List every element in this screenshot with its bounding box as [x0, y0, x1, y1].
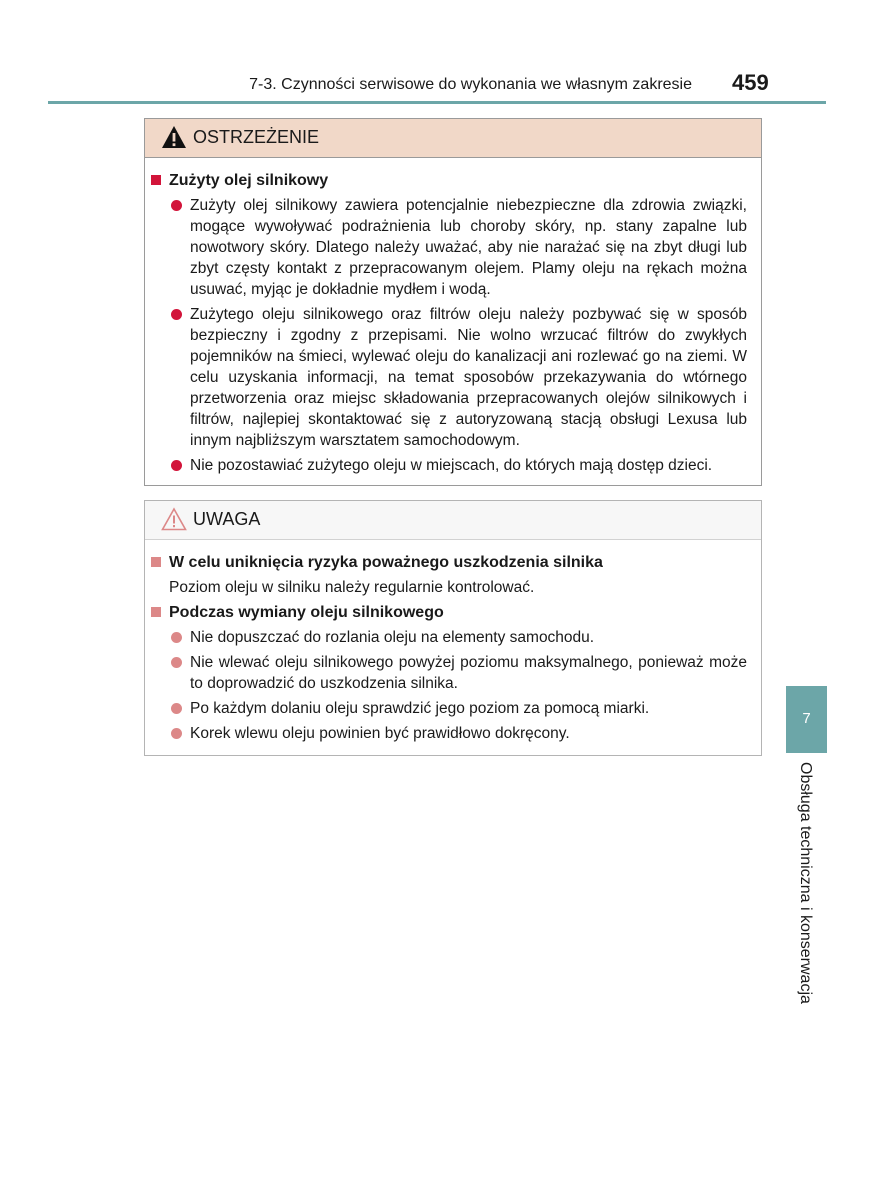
page-header: [0, 70, 880, 104]
caution-box: [144, 500, 762, 756]
caution-item-text: Po każdym dolaniu oleju sprawdzić jego poziom za pomocą miarki.: [190, 700, 650, 717]
chapter-tab-number: 7: [802, 710, 811, 727]
warning-item-text: Zużytego oleju silnikowego oraz filtrów oleju należy pozbywać się w sposób bezpieczny i zgodny z przepisami. Nie wolno wrzucać filtrów do zwykłych pojemników na śmieci, wylewać oleju do kanalizacji ani rozlewać go na ziemi. W celu uzyskania informacji, na temat sposobów przekazywania do wtórnego przetworzenia oraz miejsc składowania przepracowanych olejów silnikowych i filtrów, najlepiej skontaktować się z autoryzowaną stacją obsługi Lexusa lub innym najbliższym warsztatem samochodowym.: [190, 306, 747, 449]
header-divider: [48, 101, 826, 104]
caution-item: [151, 723, 747, 744]
section-bullet-square: [151, 175, 161, 185]
bullet-dot: [171, 309, 182, 320]
warning-item-text: Nie pozostawiać zużytego oleju w miejscach, do których mają dostęp dzieci.: [190, 457, 713, 474]
warning-body: [145, 158, 761, 476]
caution-section-title: W celu uniknięcia ryzyka poważnego uszkodzenia silnika: [169, 554, 603, 571]
section-bullet-square: [151, 607, 161, 617]
caution-item-text: Nie wlewać oleju silnikowego powyżej poziomu maksymalnego, ponieważ może to doprowadzić do uszkodzenia silnika.: [190, 654, 747, 692]
caution-section: [151, 552, 747, 573]
warning-box: [144, 118, 762, 486]
caution-section-title: Podczas wymiany oleju silnikowego: [169, 604, 444, 621]
chapter-title: 7-3. Czynności serwisowe do wykonania we własnym zakresie: [249, 76, 692, 93]
caution-section-text: Poziom oleju w silniku należy regularnie kontrolować.: [169, 579, 535, 596]
warning-item: [151, 195, 747, 300]
chapter-tab: [786, 686, 827, 753]
warning-header: [145, 119, 761, 158]
caution-item-text: Nie dopuszczać do rozlania oleju na elementy samochodu.: [190, 629, 595, 646]
caution-header: [145, 501, 761, 540]
warning-item: [151, 304, 747, 451]
caution-triangle-outline-icon: [161, 507, 187, 531]
warning-triangle-icon: [161, 125, 187, 149]
caution-body: [145, 540, 761, 744]
page-number: 459: [732, 70, 769, 95]
bullet-dot: [171, 632, 182, 643]
bullet-dot: [171, 657, 182, 668]
warning-label: OSTRZEŻENIE: [193, 127, 320, 147]
caution-item: [151, 652, 747, 694]
bullet-dot: [171, 460, 182, 471]
warning-item-text: Zużyty olej silnikowy zawiera potencjalnie niebezpieczne dla zdrowia związki, mogące wywoływać podrażnienia lub choroby skóry, np. stany zapalne lub nowotwory skóry. Dlatego należy uważać, aby nie narażać się na zbyt długi lub zbyt częsty kontakt z przepracowanym olejem. Plamy oleju na rękach można usuwać, myjąc je dokładnie mydłem i wodą.: [190, 197, 747, 298]
warning-section-title: Zużyty olej silnikowy: [169, 172, 329, 189]
bullet-dot: [171, 200, 182, 211]
caution-section: [151, 602, 747, 623]
chapter-side-label: Obsługa techniczna i konserwacja: [797, 762, 814, 1004]
bullet-dot: [171, 728, 182, 739]
caution-item: [151, 627, 747, 648]
section-bullet-square: [151, 557, 161, 567]
caution-label: UWAGA: [193, 509, 261, 529]
warning-item: [151, 455, 747, 476]
caution-item-text: Korek wlewu oleju powinien być prawidłowo dokręcony.: [190, 725, 570, 742]
caution-item: [151, 698, 747, 719]
warning-section: [151, 170, 747, 191]
bullet-dot: [171, 703, 182, 714]
